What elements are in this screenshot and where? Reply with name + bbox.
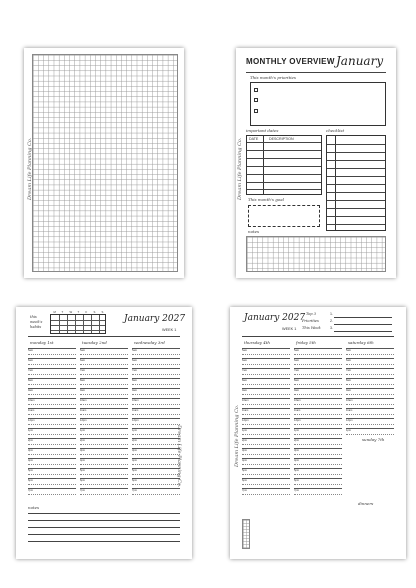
time-label: 4pm xyxy=(28,459,34,462)
time-slot[interactable] xyxy=(242,448,290,457)
notes-label: notes xyxy=(248,229,260,234)
time-slot[interactable] xyxy=(294,388,342,397)
time-slot[interactable] xyxy=(242,348,290,357)
top3-num-2: 2. xyxy=(330,319,333,323)
habit-day-letter: S xyxy=(93,310,96,314)
brand-signature: Dream Life Planning Co. xyxy=(237,137,243,200)
day-heading: monday 1st xyxy=(30,340,54,345)
time-label: 1pm xyxy=(294,429,300,432)
day-heading: friday 5th xyxy=(296,340,316,345)
time-label: 9am xyxy=(294,389,300,392)
priority-checkbox[interactable] xyxy=(254,98,258,102)
monthly-title: MONTHLY OVERVIEW xyxy=(246,57,335,66)
grid-notes-page xyxy=(24,48,184,278)
time-label: 3pm xyxy=(28,449,34,452)
time-label: 12pm xyxy=(242,419,249,422)
goal-box xyxy=(248,205,320,227)
time-label: 1pm xyxy=(28,429,34,432)
time-label: 3pm xyxy=(294,449,300,452)
time-label: 10am xyxy=(346,399,353,402)
time-slot[interactable] xyxy=(346,418,394,427)
time-slot[interactable] xyxy=(28,418,76,427)
time-slot[interactable] xyxy=(346,388,394,397)
day-heading: thursday 4th xyxy=(244,340,270,345)
day-column xyxy=(28,340,76,498)
habit-day-letter: T xyxy=(77,310,80,314)
brand-signature: Dream Life Planning Co. xyxy=(27,137,33,200)
time-slot[interactable] xyxy=(242,358,290,367)
time-slot[interactable] xyxy=(80,428,128,437)
time-label: 10am xyxy=(80,399,87,402)
time-label: 6am xyxy=(242,359,248,362)
week-number: WEEK 1 xyxy=(282,327,297,331)
time-slot[interactable] xyxy=(80,358,128,367)
time-label: 8am xyxy=(80,379,86,382)
time-label: 7am xyxy=(28,369,34,372)
time-slot[interactable] xyxy=(132,458,180,467)
day-column xyxy=(242,340,290,498)
time-slot[interactable] xyxy=(346,358,394,367)
time-label: 2pm xyxy=(80,439,86,442)
time-slot[interactable] xyxy=(294,428,342,437)
time-slot[interactable] xyxy=(28,438,76,447)
time-slot[interactable] xyxy=(294,458,342,467)
time-label: 1pm xyxy=(80,429,86,432)
time-slot[interactable] xyxy=(80,368,128,377)
time-label: 8am xyxy=(346,379,352,382)
time-slot[interactable] xyxy=(28,378,76,387)
time-label: 5pm xyxy=(242,469,248,472)
time-slot[interactable] xyxy=(80,458,128,467)
time-slot[interactable] xyxy=(346,348,394,357)
time-slot[interactable] xyxy=(294,368,342,377)
time-slot[interactable] xyxy=(80,398,128,407)
time-label: 6pm xyxy=(242,479,248,482)
time-label: 10am xyxy=(132,399,139,402)
time-slot[interactable] xyxy=(28,358,76,367)
time-label: 7am xyxy=(132,369,138,372)
habit-day-letter: F xyxy=(85,310,88,314)
time-slot[interactable] xyxy=(28,448,76,457)
time-label: 2pm xyxy=(294,439,300,442)
dinners-grid xyxy=(242,519,250,549)
top3-label-1: Top 3 xyxy=(306,312,317,316)
time-label: 12pm xyxy=(132,419,139,422)
time-label: 1pm xyxy=(132,429,138,432)
time-label: 5am xyxy=(132,349,138,352)
time-slot[interactable] xyxy=(294,398,342,407)
time-label: 10am xyxy=(28,399,35,402)
time-label: 5am xyxy=(80,349,86,352)
time-slot[interactable] xyxy=(80,478,128,487)
top3-num-3: 3. xyxy=(330,326,333,330)
time-label: 11am xyxy=(242,409,249,412)
title-rule xyxy=(246,72,386,73)
time-slot[interactable] xyxy=(80,348,128,357)
time-label: 10am xyxy=(242,399,249,402)
time-label: 11am xyxy=(132,409,139,412)
time-label: 7pm xyxy=(294,489,300,492)
sunday-heading: sunday 7th xyxy=(362,437,385,442)
time-slot[interactable] xyxy=(132,378,180,387)
time-slot[interactable] xyxy=(132,468,180,477)
time-label: 9am xyxy=(132,389,138,392)
time-slot[interactable] xyxy=(242,428,290,437)
time-slot[interactable] xyxy=(242,398,290,407)
description-column-header: DESCRIPTION xyxy=(269,137,294,141)
time-label: 6am xyxy=(294,359,300,362)
time-label: 5pm xyxy=(132,469,138,472)
top3-label-2: Priorities xyxy=(302,319,319,323)
time-label: 6am xyxy=(28,359,34,362)
time-label: 6pm xyxy=(28,479,34,482)
day-column xyxy=(294,340,342,498)
time-slot[interactable] xyxy=(132,398,180,407)
time-label: 9am xyxy=(28,389,34,392)
brand-signature: Dream Life Planning Co. xyxy=(176,425,182,488)
time-label: 4pm xyxy=(242,459,248,462)
time-slot[interactable] xyxy=(294,448,342,457)
time-slot[interactable] xyxy=(132,478,180,487)
time-label: 11am xyxy=(346,409,353,412)
time-slot[interactable] xyxy=(28,408,76,417)
time-slot[interactable] xyxy=(80,378,128,387)
week-number: WEEK 1 xyxy=(162,328,177,332)
time-label: 9am xyxy=(242,389,248,392)
time-label: 6am xyxy=(80,359,86,362)
day-heading: wednesday 3rd xyxy=(134,340,165,345)
time-label: 8am xyxy=(242,379,248,382)
time-label: 7pm xyxy=(28,489,34,492)
time-slot[interactable] xyxy=(242,378,290,387)
checklist-box xyxy=(326,135,386,231)
time-label: 11am xyxy=(294,409,301,412)
time-slot[interactable] xyxy=(80,418,128,427)
time-slot[interactable] xyxy=(28,348,76,357)
time-slot[interactable] xyxy=(80,388,128,397)
time-slot[interactable] xyxy=(242,478,290,487)
time-slot[interactable] xyxy=(294,418,342,427)
priorities-label: This month's priorities xyxy=(250,75,296,80)
week-title: January 2027 xyxy=(244,313,306,323)
time-label: 9am xyxy=(346,389,352,392)
time-slot[interactable] xyxy=(28,478,76,487)
time-slot[interactable] xyxy=(132,448,180,457)
dinners-label: dinners xyxy=(358,501,374,506)
habit-day-letter: M xyxy=(53,310,56,314)
time-slot[interactable] xyxy=(242,468,290,477)
time-label: 5am xyxy=(294,349,300,352)
time-slot[interactable] xyxy=(294,378,342,387)
time-slot[interactable] xyxy=(80,488,128,497)
time-slot[interactable] xyxy=(28,428,76,437)
time-slot[interactable] xyxy=(242,488,290,497)
time-slot[interactable] xyxy=(132,418,180,427)
time-label: 7am xyxy=(80,369,86,372)
time-slot[interactable] xyxy=(132,488,180,497)
time-label: 8am xyxy=(28,379,34,382)
monthly-notes-grid xyxy=(246,236,386,272)
time-label: 1pm xyxy=(242,429,248,432)
time-label: 4pm xyxy=(294,459,300,462)
time-label: 5am xyxy=(28,349,34,352)
time-label: 2pm xyxy=(28,439,34,442)
time-slot[interactable] xyxy=(80,408,128,417)
time-label: 6pm xyxy=(80,479,86,482)
time-slot[interactable] xyxy=(80,468,128,477)
time-slot[interactable] xyxy=(80,438,128,447)
time-label: 2pm xyxy=(242,439,248,442)
checklist-label: checklist xyxy=(326,128,345,133)
time-slot[interactable] xyxy=(346,398,394,407)
time-label: 3pm xyxy=(132,449,138,452)
time-slot[interactable] xyxy=(242,438,290,447)
time-label: 12pm xyxy=(346,419,353,422)
time-slot[interactable] xyxy=(242,368,290,377)
time-label: 4pm xyxy=(132,459,138,462)
priorities-box xyxy=(250,82,386,126)
time-label: 6am xyxy=(346,359,352,362)
time-label: 6pm xyxy=(294,479,300,482)
time-slot[interactable] xyxy=(28,398,76,407)
time-slot[interactable] xyxy=(294,358,342,367)
day-column xyxy=(80,340,128,498)
habit-day-letter: S xyxy=(101,310,104,314)
monthly-overview-page xyxy=(236,48,396,278)
time-label: 4pm xyxy=(80,459,86,462)
time-slot[interactable] xyxy=(346,368,394,377)
month-name: January xyxy=(336,54,384,68)
time-slot[interactable] xyxy=(132,408,180,417)
time-slot[interactable] xyxy=(242,458,290,467)
time-label: 3pm xyxy=(242,449,248,452)
time-slot[interactable] xyxy=(294,468,342,477)
time-label: 11am xyxy=(80,409,87,412)
time-slot[interactable] xyxy=(132,428,180,437)
day-heading: saturday 6th xyxy=(348,340,374,345)
priority-checkbox[interactable] xyxy=(254,88,258,92)
time-slot[interactable] xyxy=(242,418,290,427)
week-title: January 2027 xyxy=(124,314,186,324)
time-slot[interactable] xyxy=(294,488,342,497)
time-label: 9am xyxy=(80,389,86,392)
time-slot[interactable] xyxy=(346,378,394,387)
time-label: 6am xyxy=(132,359,138,362)
date-column-header: DATE xyxy=(249,137,259,141)
time-slot[interactable] xyxy=(346,408,394,417)
habit-day-letter: T xyxy=(61,310,64,314)
time-slot[interactable] xyxy=(28,458,76,467)
time-slot[interactable] xyxy=(132,348,180,357)
time-label: 7pm xyxy=(242,489,248,492)
time-slot[interactable] xyxy=(294,438,342,447)
habit-day-letter: W xyxy=(69,310,73,314)
time-label: 7pm xyxy=(132,489,138,492)
top3-label-3: This Week xyxy=(302,326,321,330)
time-label: 5pm xyxy=(28,469,34,472)
time-slot[interactable] xyxy=(294,408,342,417)
time-label: 7am xyxy=(294,369,300,372)
time-slot[interactable] xyxy=(242,388,290,397)
time-label: 12pm xyxy=(80,419,87,422)
time-slot[interactable] xyxy=(346,428,394,437)
time-slot[interactable] xyxy=(28,368,76,377)
priority-checkbox[interactable] xyxy=(254,109,258,113)
day-column xyxy=(132,340,180,498)
notes-label: notes xyxy=(28,505,40,510)
day-heading: tuesday 2nd xyxy=(82,340,107,345)
weekly-left-page xyxy=(16,307,192,559)
time-slot[interactable] xyxy=(28,388,76,397)
time-slot[interactable] xyxy=(80,448,128,457)
time-label: 2pm xyxy=(132,439,138,442)
time-slot[interactable] xyxy=(294,348,342,357)
time-label: 5am xyxy=(346,349,352,352)
time-label: 12pm xyxy=(294,419,301,422)
time-label: 7pm xyxy=(80,489,86,492)
grid-area xyxy=(32,54,178,272)
time-label: 12pm xyxy=(28,419,35,422)
time-slot[interactable] xyxy=(294,478,342,487)
time-slot[interactable] xyxy=(242,408,290,417)
time-label: 5pm xyxy=(80,469,86,472)
time-slot[interactable] xyxy=(132,368,180,377)
time-label: 5am xyxy=(242,349,248,352)
goal-label: This month's goal xyxy=(248,197,284,202)
brand-signature: Dream Life Planning Co. xyxy=(234,404,240,467)
weekly-right-page xyxy=(230,307,406,559)
time-slot[interactable] xyxy=(132,358,180,367)
time-label: 7am xyxy=(346,369,352,372)
time-slot[interactable] xyxy=(28,488,76,497)
time-label: 5pm xyxy=(294,469,300,472)
time-label: 11am xyxy=(28,409,35,412)
time-slot[interactable] xyxy=(132,388,180,397)
time-slot[interactable] xyxy=(132,438,180,447)
time-label: 10am xyxy=(294,399,301,402)
habit-tracker xyxy=(50,310,106,334)
important-dates-table xyxy=(246,135,322,195)
time-label: 8am xyxy=(294,379,300,382)
time-label: 6pm xyxy=(132,479,138,482)
time-slot[interactable] xyxy=(28,468,76,477)
day-column xyxy=(346,340,394,498)
time-label: 3pm xyxy=(80,449,86,452)
habits-label: this week's habits xyxy=(30,315,43,329)
time-label: 1pm xyxy=(346,429,352,432)
time-label: 7am xyxy=(242,369,248,372)
time-label: 8am xyxy=(132,379,138,382)
important-dates-label: important dates xyxy=(246,128,279,133)
top3-num-1: 1. xyxy=(330,312,333,316)
